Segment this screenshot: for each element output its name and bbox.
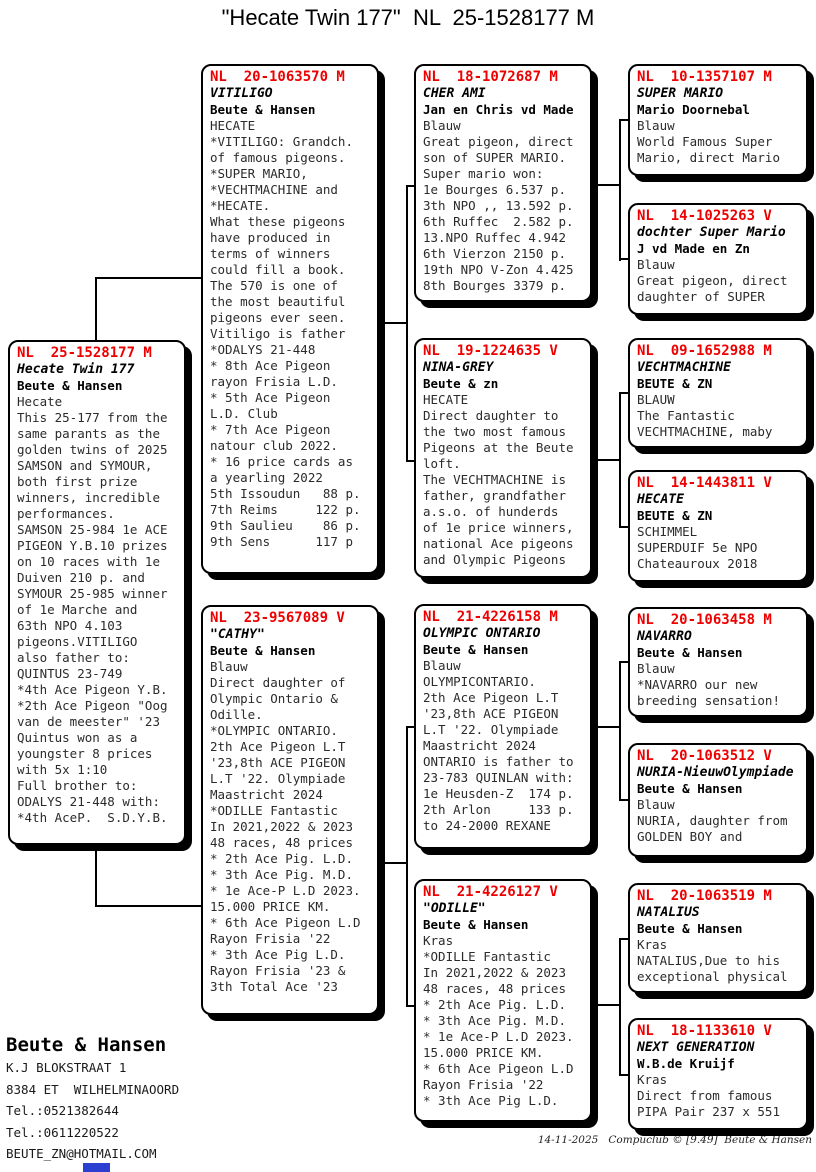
body-line: Maastricht 2024 [423, 738, 536, 753]
connector-line [95, 277, 97, 341]
body-line: daughter of SUPER [637, 289, 765, 304]
box-body [423, 392, 585, 568]
body-line: to 24-2000 REXANE [423, 818, 551, 833]
phone-line: Tel.:0521382644 [6, 1103, 119, 1118]
body-line: * 6th Ace Pigeon L.D [423, 1061, 574, 1076]
owner-name: Mario Doornebal [637, 102, 750, 117]
body-line: the two most famous [423, 424, 566, 439]
body-line: L.T '22. Olympiade [423, 722, 559, 737]
body-line: 1e Bourges 6.537 p. [423, 182, 566, 197]
box-body [637, 797, 801, 845]
body-line: father, grandfather [423, 488, 566, 503]
body-line: winners, incredible [17, 490, 160, 505]
body-line: * 3th Ace Pig L.D. [210, 947, 346, 962]
body-line: SAMSON 25-984 1e ACE [17, 522, 168, 537]
connector-line [406, 185, 408, 462]
body-line: 2th Ace Pigeon L.T [423, 690, 559, 705]
pedigree-box-cher-ami [414, 64, 592, 302]
pigeon-name: "CATHY" [210, 627, 265, 642]
connector-line [406, 460, 414, 462]
body-line: PIPA Pair 237 x 551 [637, 1104, 780, 1119]
box-body [637, 524, 801, 572]
body-line: 23-783 QUINLAN with: [423, 770, 574, 785]
body-line: Rayon Frisia '23 & [210, 963, 346, 978]
body-line: on 10 races with 1e [17, 554, 160, 569]
body-line: both first prize [17, 474, 138, 489]
body-line: a.s.o. of hunderds [423, 504, 559, 519]
body-line: Vitiligo is father [210, 326, 346, 341]
body-line: HECATE [423, 392, 469, 407]
connector-line [619, 392, 628, 394]
ring-number: NL 25-1528177 M [17, 345, 152, 361]
body-line: L.T '22. Olympiade [210, 771, 346, 786]
ring-number: NL 21-4226158 M [423, 609, 558, 625]
body-line: 15.000 PRICE KM. [423, 1045, 544, 1060]
body-line: NURIA, daughter from [637, 813, 788, 828]
pedigree-box-natalius [628, 883, 808, 993]
connector-line [619, 938, 621, 1076]
owner-name: Beute & Hansen [423, 642, 529, 657]
pedigree-box-next-generation [628, 1018, 808, 1130]
body-line: 13.NPO Ruffec 4.942 [423, 230, 566, 245]
blue-marker [83, 1163, 110, 1172]
box-body [17, 394, 179, 826]
box-body [210, 659, 372, 995]
body-line: pigeons.VITILIGO [17, 634, 138, 649]
ring-number: NL 18-1072687 M [423, 69, 558, 85]
body-line: SAMSON and SYMOUR, [17, 458, 153, 473]
body-line: Blauw [637, 661, 675, 676]
body-line: the most beautiful [210, 294, 346, 309]
body-line: Direct daughter of [210, 675, 346, 690]
connector-line [592, 726, 620, 728]
body-line: *2th Ace Pigeon "Oog [17, 698, 168, 713]
body-line: 2th Ace Pigeon L.T [210, 739, 346, 754]
body-line: a yearling 2022 [210, 470, 323, 485]
pedigree-box-super-mario [628, 64, 808, 176]
body-line: NATALIUS,Due to his [637, 953, 780, 968]
body-line: 1e Heusden-Z 174 p. [423, 786, 574, 801]
body-line: Blauw [637, 118, 675, 133]
body-line: Great pigeon, direct [423, 134, 574, 149]
connector-line [95, 843, 97, 907]
body-line: breeding sensation! [637, 693, 780, 708]
body-line: exceptional physical [637, 969, 788, 984]
pedigree-box-olympic-ontario [414, 604, 592, 849]
box-body [423, 118, 585, 294]
body-line: of famous pigeons. [210, 150, 346, 165]
body-line: What these pigeons [210, 214, 346, 229]
body-line: national Ace pigeons [423, 536, 574, 551]
body-line: * 3th Ace Pig. M.D. [423, 1013, 566, 1028]
body-line: *4th Ace Pigeon Y.B. [17, 682, 168, 697]
body-line: of 1e price winners, [423, 520, 574, 535]
body-line: * 8th Ace Pigeon [210, 358, 331, 373]
owner-name: Beute & Hansen [423, 917, 529, 932]
body-line: In 2021,2022 & 2023 [210, 819, 353, 834]
loft-name: Beute & Hansen [6, 1034, 167, 1056]
ring-number: NL 20-1063458 M [637, 612, 772, 628]
body-line: van de meester" '23 [17, 714, 160, 729]
pigeon-name: dochter Super Mario [637, 225, 786, 240]
body-line: Odille. [210, 707, 263, 722]
pigeon-name: NAVARRO [637, 629, 692, 644]
connector-line [619, 938, 628, 940]
pedigree-box-cathy [201, 605, 379, 1015]
owner-name: Jan en Chris vd Made [423, 102, 574, 117]
pedigree-box-odille [414, 879, 592, 1122]
connector-line [381, 862, 408, 864]
body-line: L.D. Club [210, 406, 278, 421]
body-line: *ODILLE Fantastic [210, 803, 338, 818]
body-line: Mario, direct Mario [637, 150, 780, 165]
body-line: *NAVARRO our new [637, 677, 758, 692]
body-line: with 5x 1:10 [17, 762, 108, 777]
body-line: also father to: [17, 650, 130, 665]
owner-name: Beute & Hansen [637, 781, 743, 796]
body-line: 7th Reims 122 p. [210, 502, 361, 517]
body-line: *4th AceP. S.D.Y.B. [17, 810, 168, 825]
connector-line [619, 119, 621, 261]
body-line: QUINTUS 23-749 [17, 666, 123, 681]
body-line: Blauw [423, 658, 461, 673]
body-line: *VECHTMACHINE and [210, 182, 338, 197]
body-line: * 7th Ace Pigeon [210, 422, 331, 437]
owner-name: BEUTE & ZN [637, 376, 713, 391]
body-line: loft. [423, 456, 461, 471]
owner-name: Beute & Hansen [637, 921, 743, 936]
ring-number: NL 09-1652988 M [637, 343, 772, 359]
connector-line [619, 258, 628, 260]
connector-line [619, 1074, 628, 1076]
body-line: Maastricht 2024 [210, 787, 323, 802]
box-body [423, 933, 585, 1109]
owner-name: J vd Made en Zn [637, 241, 750, 256]
body-line: * 1e Ace-P L.D 2023. [210, 883, 361, 898]
body-line: * 2th Ace Pig. L.D. [423, 997, 566, 1012]
body-line: '23,8th ACE PIGEON [423, 706, 559, 721]
body-line: This 25-177 from the [17, 410, 168, 425]
body-line: *HECATE. [210, 198, 271, 213]
ring-number: NL 20-1063512 V [637, 748, 772, 764]
pigeon-name: OLYMPIC ONTARIO [423, 626, 541, 641]
owner-name: W.B.de Kruijf [637, 1056, 735, 1071]
body-line: Direct daughter to [423, 408, 559, 423]
body-line: Kras [423, 933, 454, 948]
body-line: GOLDEN BOY and [637, 829, 743, 844]
body-line: * 16 price cards as [210, 454, 353, 469]
pedigree-box-vitiligo [201, 64, 379, 574]
body-line: 9th Sens 117 p [210, 534, 353, 549]
body-line: In 2021,2022 & 2023 [423, 965, 566, 980]
body-line: Rayon Frisia '22 [423, 1077, 544, 1092]
connector-line [619, 661, 621, 801]
pigeon-name: NATALIUS [637, 905, 700, 920]
print-info: 14-11-2025 Compuclub © [9.49] Beute & Hansen [537, 1134, 812, 1146]
body-line: Blauw [210, 659, 248, 674]
body-line: SCHIMMEL [637, 524, 698, 539]
pigeon-name: NEXT GENERATION [637, 1040, 755, 1055]
ring-number: NL 18-1133610 V [637, 1023, 772, 1039]
body-line: Blauw [637, 797, 675, 812]
body-line: and Olympic Pigeons [423, 552, 566, 567]
body-line: Pigeons at the Beute [423, 440, 574, 455]
body-line: *SUPER MARIO, [210, 166, 308, 181]
body-line: * 5th Ace Pigeon [210, 390, 331, 405]
box-body [637, 257, 801, 305]
body-line: * 1e Ace-P L.D 2023. [423, 1029, 574, 1044]
connector-line [592, 184, 620, 186]
body-line: 15.000 PRICE KM. [210, 899, 331, 914]
ring-number: NL 20-1063570 M [210, 69, 345, 85]
body-line: HECATE [210, 118, 256, 133]
pedigree-box-vechtmachine [628, 338, 808, 448]
pigeon-name: NURIA-NieuwOlympiade [637, 765, 794, 780]
body-line: 6th Ruffec 2.582 p. [423, 214, 574, 229]
body-line: Blauw [637, 257, 675, 272]
body-line: The VECHTMACHINE is [423, 472, 566, 487]
body-line: 19th NPO V-Zon 4.425 [423, 262, 574, 277]
ring-number: NL 10-1357107 M [637, 69, 772, 85]
box-body [210, 118, 372, 550]
box-body [637, 118, 801, 166]
connector-line [406, 185, 414, 187]
body-line: Direct from famous [637, 1088, 773, 1103]
body-line: Quintus won as a [17, 730, 138, 745]
connector-line [406, 726, 408, 1007]
body-line: Blauw [423, 118, 461, 133]
connector-line [619, 799, 628, 801]
ring-number: NL 21-4226127 V [423, 884, 558, 900]
body-line: ONTARIO is father to [423, 754, 574, 769]
pigeon-name: "ODILLE" [423, 901, 486, 916]
body-line: Hecate [17, 394, 63, 409]
connector-line [592, 459, 620, 461]
body-line: golden twins of 2025 [17, 442, 168, 457]
body-line: * 2th Ace Pig. L.D. [210, 851, 353, 866]
body-line: same parants as the [17, 426, 160, 441]
pedigree-box-hecate [628, 470, 808, 582]
pigeon-name: NINA-GREY [423, 360, 494, 375]
connector-line [95, 277, 201, 279]
pigeon-name: Hecate Twin 177 [17, 362, 135, 377]
body-line: 2th Arlon 133 p. [423, 802, 574, 817]
body-line: *OLYMPIC ONTARIO. [210, 723, 338, 738]
page-title: "Hecate Twin 177" NL 25-1528177 M [221, 5, 595, 30]
pedigree-box-hecate-twin-177 [8, 340, 186, 845]
pedigree-box-nina-grey [414, 338, 592, 578]
body-line: Duiven 210 p. and [17, 570, 145, 585]
body-line: 48 races, 48 prices [423, 981, 566, 996]
pigeon-name: SUPER MARIO [637, 86, 724, 101]
owner-contact-block [6, 1033, 179, 1165]
owner-name: Beute & Hansen [17, 378, 123, 393]
pigeon-name: VECHTMACHINE [637, 360, 731, 375]
body-line: BLAUW [637, 392, 675, 407]
body-line: *VITILIGO: Grandch. [210, 134, 353, 149]
box-body [637, 661, 801, 709]
pedigree-box-nuria-nieuwolympiade [628, 743, 808, 857]
body-line: *ODILLE Fantastic [423, 949, 551, 964]
body-line: pigeons ever seen. [210, 310, 346, 325]
body-line: Olympic Ontario & [210, 691, 338, 706]
pedigree-box-dochter-super-mario [628, 203, 808, 315]
email-line: BEUTE_ZN@HOTMAIL.COM [6, 1146, 157, 1161]
connector-line [592, 1004, 620, 1006]
connector-line [619, 526, 628, 528]
ring-number: NL 19-1224635 V [423, 343, 558, 359]
connector-line [381, 322, 408, 324]
body-line: VECHTMACHINE, maby [637, 424, 773, 439]
body-line: could fill a book. [210, 262, 346, 277]
owner-name: BEUTE & ZN [637, 508, 713, 523]
body-line: have produced in [210, 230, 331, 245]
pedigree-box-navarro [628, 607, 808, 717]
body-line: 8th Bourges 3379 p. [423, 278, 566, 293]
body-line: SUPERDUIF 5e NPO [637, 540, 758, 555]
body-line: of 1e Marche and [17, 602, 138, 617]
body-line: * 6th Ace Pigeon L.D [210, 915, 361, 930]
body-line: 48 races, 48 prices [210, 835, 353, 850]
ring-number: NL 20-1063519 M [637, 888, 772, 904]
body-line: SYMOUR 25-985 winner [17, 586, 168, 601]
body-line: The 570 is one of [210, 278, 338, 293]
body-line: 63th NPO 4.103 [17, 618, 123, 633]
body-line: OLYMPICONTARIO. [423, 674, 536, 689]
box-body [637, 392, 801, 440]
body-line: 6th Vierzon 2150 p. [423, 246, 566, 261]
pigeon-name: VITILIGO [210, 86, 273, 101]
owner-name: Beute & Hansen [637, 645, 743, 660]
body-line: 3th NPO ,, 13.592 p. [423, 198, 574, 213]
body-line: natour club 2022. [210, 438, 338, 453]
body-line: Full brother to: [17, 778, 138, 793]
body-line: PIGEON Y.B.10 prizes [17, 538, 168, 553]
box-body [637, 1072, 801, 1120]
body-line: 3th Total Ace '23 [210, 979, 338, 994]
pigeon-name: HECATE [637, 492, 684, 507]
body-line: World Famous Super [637, 134, 773, 149]
connector-line [95, 905, 201, 907]
body-line: 5th Issoudun 88 p. [210, 486, 361, 501]
owner-name: Beute & Hansen [210, 102, 316, 117]
box-body [423, 658, 585, 834]
body-line: Super mario won: [423, 166, 544, 181]
body-line: Great pigeon, direct [637, 273, 788, 288]
ring-number: NL 14-1443811 V [637, 475, 772, 491]
body-line: *ODALYS 21-448 [210, 342, 316, 357]
body-line: * 3th Ace Pig. M.D. [210, 867, 353, 882]
body-line: youngster 8 prices [17, 746, 153, 761]
body-line: Kras [637, 1072, 668, 1087]
connector-line [619, 661, 628, 663]
body-line: * 3th Ace Pig L.D. [423, 1093, 559, 1108]
body-line: Rayon Frisia '22 [210, 931, 331, 946]
address-line: K.J BLOKSTRAAT 1 [6, 1060, 127, 1075]
address-line: 8384 ET WILHELMINAOORD [6, 1081, 180, 1097]
connector-line [619, 392, 621, 528]
body-line: Kras [637, 937, 668, 952]
owner-name: Beute & zn [423, 376, 499, 391]
body-line: The Fantastic [637, 408, 735, 423]
body-line: performances. [17, 506, 115, 521]
ring-number: NL 14-1025263 V [637, 208, 772, 224]
phone-line: Tel.:0611220522 [6, 1124, 119, 1140]
pigeon-name: CHER AMI [423, 86, 486, 101]
box-body [637, 937, 801, 985]
connector-line [619, 119, 628, 121]
body-line: 9th Saulieu 86 p. [210, 518, 361, 533]
ring-number: NL 23-9567089 V [210, 610, 345, 626]
owner-name: Beute & Hansen [210, 643, 316, 658]
body-line: Chateauroux 2018 [637, 556, 758, 571]
body-line: rayon Frisia L.D. [210, 374, 338, 389]
connector-line [406, 726, 414, 728]
connector-line [406, 1005, 414, 1007]
body-line: terms of winners [210, 246, 331, 261]
body-line: son of SUPER MARIO. [423, 150, 566, 165]
body-line: '23,8th ACE PIGEON [210, 755, 346, 770]
body-line: ODALYS 21-448 with: [17, 794, 160, 809]
